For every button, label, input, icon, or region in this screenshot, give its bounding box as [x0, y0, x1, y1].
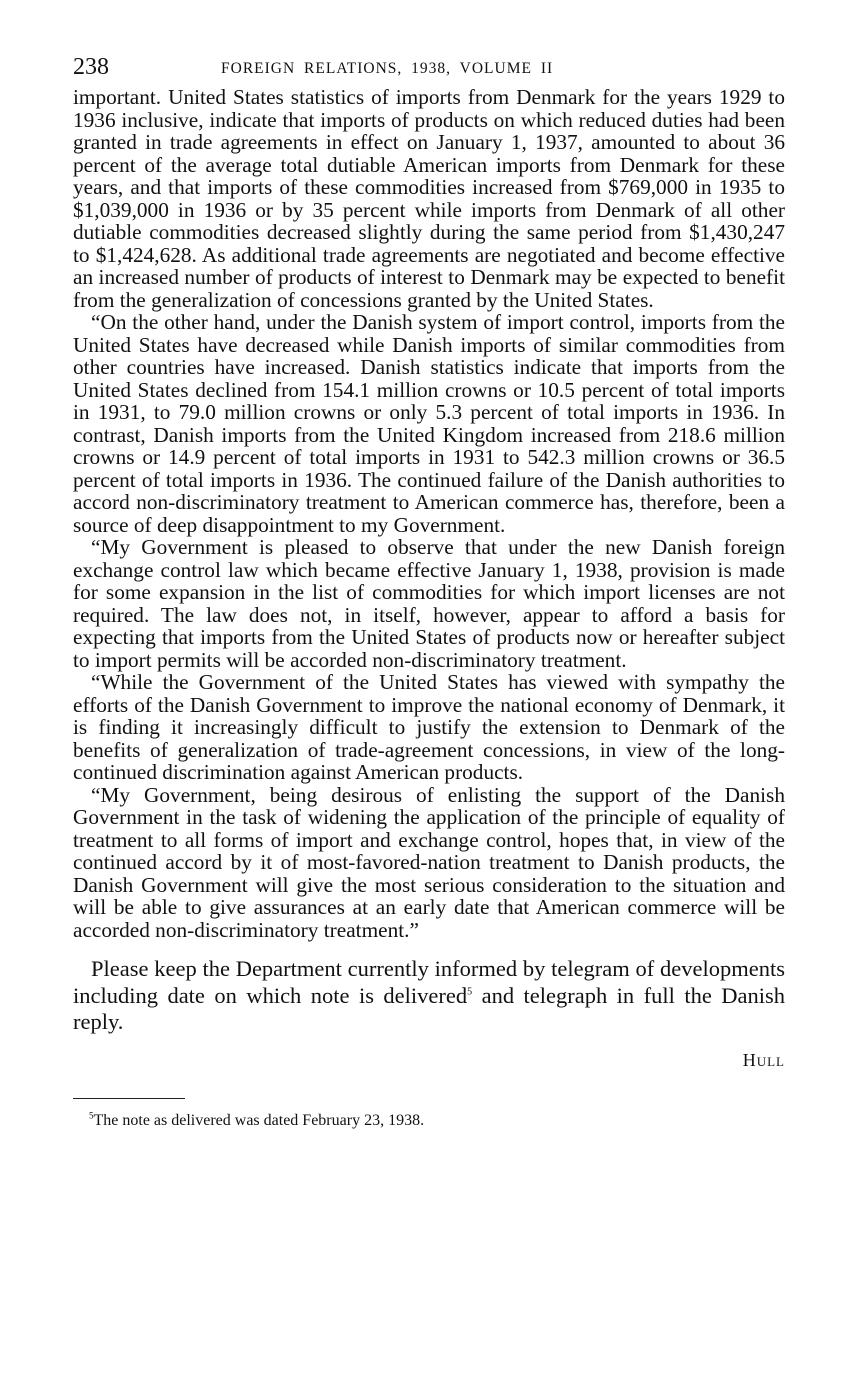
closing-instruction — [73, 956, 785, 1036]
paragraph-continuation: important. United States statistics of imports from Denmark for the years 1929 to 1936 inclusive, indicate that imports of products on which reduced duties had been granted in trade agreements in effect on January 1, 1937, amounted to about 36 percent of the average total dutiable American imports from Denmark for these years, and that imports of these commodities increased from $769,000 in 1935 to $1,039,000 in 1936 or by 35 percent while imports from Denmark of all other dutiable commodities decreased slightly during the same period from $1,430,247 to $1,424,628. As additional trade agreements are negotiated and become effective an increased number of products of interest to Denmark may be expected to benefit from the generalization of concessions granted by the United States. — [73, 85, 785, 312]
running-title: FOREIGN RELATIONS, 1938, VOLUME II — [221, 60, 554, 77]
paragraph-sympathy: “While the Government of the United States has viewed with sympathy the efforts of the Danish Government to improve the national economy of Denmark, it is finding it increasingly difficult to justify the extension to Denmark of the benefits of generalization of trade-agreement concessions, in view of the long-continued discrimination against American products. — [73, 670, 785, 784]
page-header — [73, 52, 785, 86]
footnote-text: The note as delivered was dated February 23, 1938. — [93, 1111, 425, 1129]
page-number: 238 — [73, 54, 109, 80]
paragraph-import-control: “On the other hand, under the Danish system of import control, imports from the United States have decreased while Danish imports of similar commodities from other countries have increased. Danish statistics indicate that imports from the United States declined from 154.1 million crowns or 10.5 percent of total imports in 1931, to 79.0 million crowns or only 5.3 percent of total imports in 1936. In contrast, Danish imports from the United Kingdom increased from 218.6 million crowns or 14.9 percent of total imports in 1931 to 542.3 million crowns or 36.5 percent of total imports in 1936. The continued failure of the Danish authorities to accord non-discriminatory treatment to American commerce has, therefore, been a source of deep disappointment to my Government. — [73, 310, 785, 537]
closing-text-end: and telegraph in full the Danish reply. — [73, 982, 786, 1034]
paragraph-exchange-law: “My Government is pleased to observe that under the new Danish foreign exchange control law which became effective January 1, 1938, provision is made for some expansion in the list of commodities for which import licenses are not required. The law does not, in itself, however, appear to afford a basis for expecting that imports from the United States of products now or hereafter subject to import permits will be accorded non-discriminatory treatment. — [73, 535, 785, 672]
footnote-marker: 5 — [89, 1110, 94, 1121]
letter-body — [73, 86, 785, 941]
signature: Hull — [742, 1049, 785, 1070]
footnote-divider — [73, 1098, 185, 1099]
paragraph-equality: “My Government, being desirous of enlisting the support of the Danish Government in the task of widening the application of the principle of equality of treatment to all forms of import and exchange control, hopes that, in view of the continued accord by it of most-favored-nation treatment to Danish products, the Danish Government will give the most serious consideration to the situation and will be able to give assurances at an early date that American commerce will be accorded non-discriminatory treatment.” — [73, 782, 785, 942]
footnote — [73, 1111, 785, 1131]
footnote-reference[interactable]: 5 — [467, 986, 473, 997]
closing-paragraph — [73, 956, 785, 1036]
closing-text-start: Please keep the Department currently informed by telegram of developments including date on which note is delivered — [73, 956, 785, 1008]
document-page — [73, 52, 785, 1131]
